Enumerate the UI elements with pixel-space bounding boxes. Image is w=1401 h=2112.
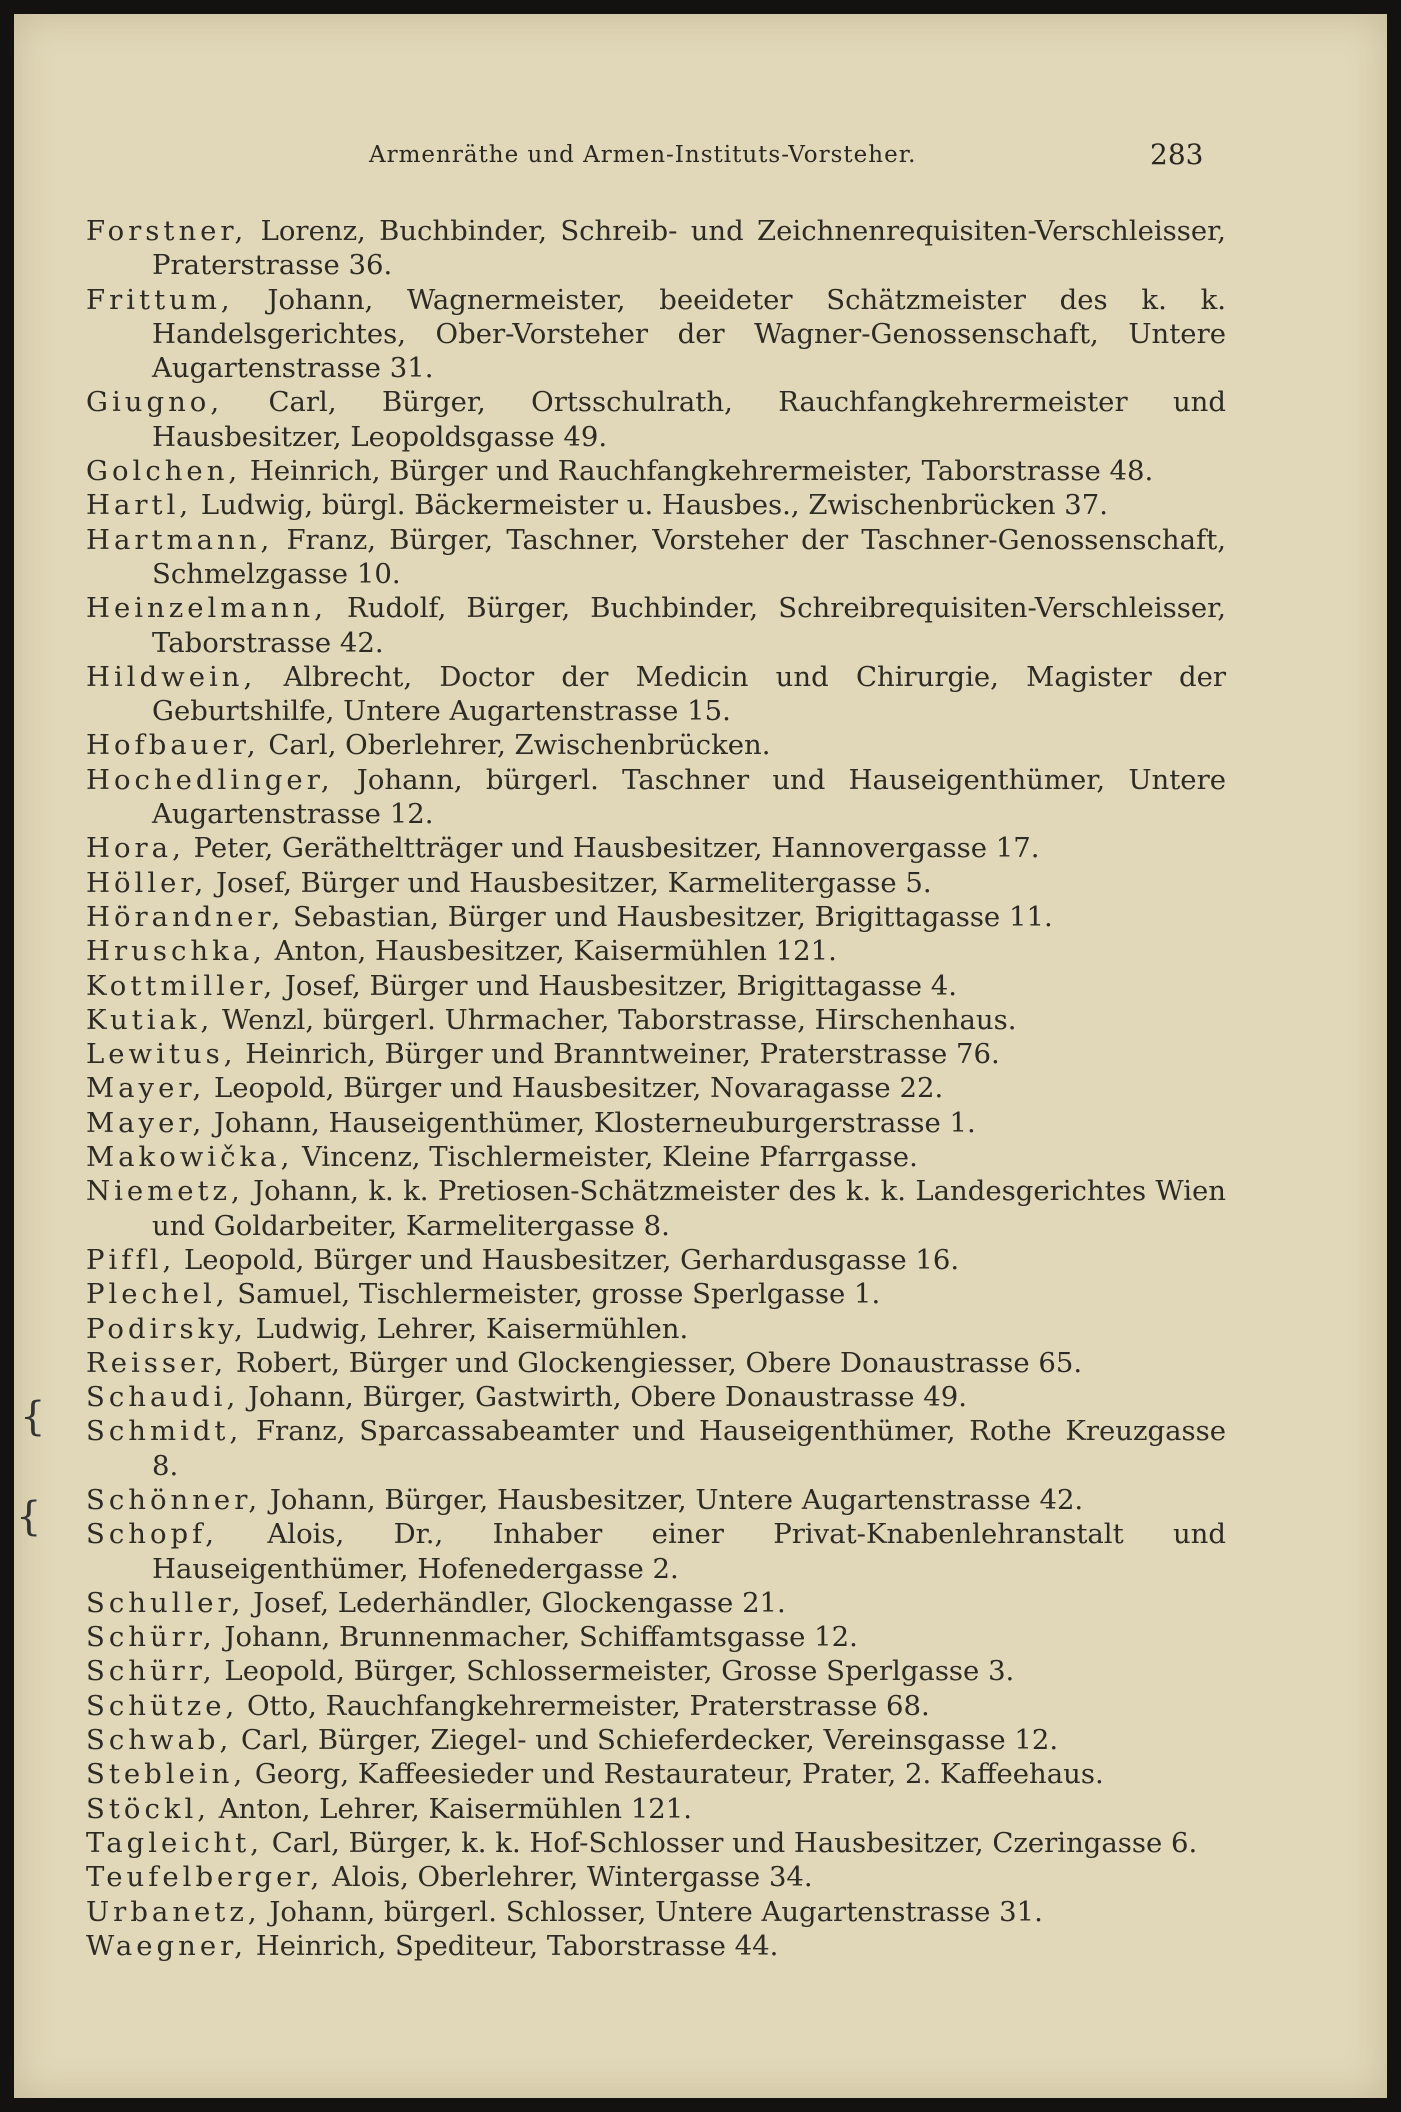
directory-entry — [86, 1654, 1226, 1688]
entry-surname: Kutiak, — [86, 1003, 214, 1036]
directory-entry — [86, 1174, 1226, 1243]
directory-entry — [86, 1689, 1226, 1723]
directory-entry — [86, 1003, 1226, 1037]
entry-details: Johann, Bürger, Gastwirth, Obere Donaustrasse 49. — [239, 1381, 968, 1414]
entry-surname: Golchen, — [86, 455, 242, 488]
entry-details: Heinrich, Bürger und Rauchfangkehrermeister, Taborstrasse 48. — [241, 455, 1154, 488]
margin-bracket-mark: { — [20, 1394, 46, 1440]
directory-entry — [86, 1757, 1226, 1791]
entry-surname: Schürr, — [86, 1621, 216, 1654]
entry-surname: Forstner, — [86, 215, 248, 247]
directory-entry — [86, 488, 1226, 522]
entry-details: Alois, Oberlehrer, Wintergasse 34. — [323, 1861, 813, 1894]
entry-surname: Hartl, — [86, 489, 193, 522]
running-head: Armenräthe und Armen-Instituts-Vorsteher. — [369, 142, 917, 168]
directory-entry — [86, 1243, 1226, 1277]
entry-details: Johann, k. k. Pretiosen-Schätzmeister des k. k. Landesgerichtes Wien und Goldarbeiter, Karmelitergasse 8. — [152, 1175, 1226, 1242]
entry-details: Johann, bürgerl. Taschner und Hauseigenthümer, Untere Augartenstrasse 12. — [152, 763, 1226, 831]
directory-entry — [86, 454, 1226, 488]
entry-details: Sebastian, Bürger und Hausbesitzer, Brigittagasse 11. — [284, 900, 1053, 933]
entry-details: Heinrich, Bürger und Branntweiner, Praterstrasse 76. — [236, 1038, 1000, 1071]
entry-surname: Schwab, — [86, 1724, 233, 1757]
directory-entry — [86, 728, 1226, 762]
directory-entry — [86, 214, 1226, 283]
directory-entry — [86, 1037, 1226, 1071]
entry-details: Peter, Gerätheltträger und Hausbesitzer, Hannovergasse 17. — [184, 832, 1040, 865]
entry-surname: Lewitus, — [86, 1038, 237, 1071]
entry-surname: Piffl, — [86, 1243, 176, 1276]
entry-surname: Niemetz, — [86, 1175, 244, 1208]
entry-details: Franz, Bürger, Taschner, Vorsteher der Taschner-Genossenschaft, Schmelzgasse 10. — [152, 523, 1226, 590]
directory-entry — [86, 1620, 1226, 1654]
entry-details: Johann, Wagnermeister, beeideter Schätzmeister des k. k. Handelsgerichtes, Ober-Vorsteher der Wagner-Genossenschaft, Untere Augartenstrasse 31. — [152, 283, 1226, 385]
entry-surname: Hildwein, — [86, 660, 257, 693]
entry-details: Johann, bürgerl. Schlosser, Untere Augartenstrasse 31. — [260, 1895, 1043, 1928]
directory-entry — [86, 763, 1226, 832]
directory-entry — [86, 1483, 1226, 1517]
entry-details: Lorenz, Buchbinder, Schreib- und Zeichnenrequisiten-Verschleisser, Praterstrasse 36. — [152, 215, 1226, 282]
entry-surname: Schuller, — [86, 1586, 245, 1619]
entry-details: Carl, Bürger, Ziegel- und Schieferdecker, Vereinsgasse 12. — [232, 1724, 1059, 1757]
entry-details: Ludwig, Lehrer, Kaisermühlen. — [246, 1312, 689, 1345]
directory-entry — [86, 1792, 1226, 1826]
entry-details: Ludwig, bürgl. Bäckermeister u. Hausbes., Zwischenbrücken 37. — [192, 489, 1109, 522]
entry-surname: Hartmann, — [86, 523, 274, 556]
directory-entry — [86, 1860, 1226, 1894]
directory-entry — [86, 283, 1226, 386]
directory-entry — [86, 1140, 1226, 1174]
directory-entry — [86, 900, 1226, 934]
entry-surname: Steblein, — [86, 1758, 247, 1791]
entry-details: Carl, Bürger, Ortsschulrath, Rauchfangkehrermeister und Hausbesitzer, Leopoldsgasse 49. — [152, 386, 1226, 453]
entry-surname: Makowička, — [86, 1141, 294, 1174]
entry-details: Franz, Sparcassabeamter und Hauseigenthümer, Rothe Kreuzgasse 8. — [152, 1415, 1226, 1482]
entry-surname: Mayer, — [86, 1106, 206, 1139]
directory-entry — [86, 1826, 1226, 1860]
entry-surname: Reisser, — [86, 1346, 228, 1379]
entry-surname: Schönner, — [86, 1483, 262, 1516]
directory-entry — [86, 1414, 1226, 1483]
entry-details: Anton, Hausbesitzer, Kaisermühlen 121. — [265, 935, 837, 968]
entry-details: Georg, Kaffeesieder und Restaurateur, Prater, 2. Kaffeehaus. — [246, 1758, 1104, 1791]
directory-entry — [86, 1106, 1226, 1140]
entry-details: Johann, Bürger, Hausbesitzer, Untere Augartenstrasse 42. — [261, 1483, 1084, 1516]
directory-entry — [86, 1277, 1226, 1311]
entry-details: Johann, Brunnenmacher, Schiffamtsgasse 12. — [215, 1621, 858, 1654]
entry-details: Samuel, Tischlermeister, grosse Sperlgasse 1. — [228, 1278, 881, 1311]
entry-surname: Hofbauer, — [86, 729, 260, 762]
entry-surname: Schürr, — [86, 1655, 216, 1688]
directory-entries — [86, 214, 1226, 1963]
directory-entry — [86, 385, 1226, 454]
entry-surname: Frittum, — [86, 283, 234, 316]
entry-details: Rudolf, Bürger, Buchbinder, Schreibrequisiten-Verschleisser, Taborstrasse 42. — [152, 592, 1226, 659]
directory-entry — [86, 1312, 1226, 1346]
entry-surname: Plechel, — [86, 1278, 229, 1311]
entry-surname: Schmidt, — [86, 1415, 243, 1448]
entry-details: Vincenz, Tischlermeister, Kleine Pfarrgasse. — [293, 1141, 918, 1174]
margin-bracket-mark: { — [16, 1494, 42, 1540]
entry-surname: Hora, — [86, 832, 185, 865]
directory-entry — [86, 1071, 1226, 1105]
entry-details: Heinrich, Spediteur, Taborstrasse 44. — [247, 1929, 779, 1962]
entry-surname: Hruschka, — [86, 935, 266, 968]
entry-details: Wenzl, bürgerl. Uhrmacher, Taborstrasse, Hirschenhaus. — [213, 1003, 1017, 1036]
entry-surname: Tagleicht, — [86, 1826, 263, 1859]
directory-entry — [86, 831, 1226, 865]
entry-surname: Waegner, — [86, 1929, 248, 1962]
book-page — [14, 14, 1387, 2098]
directory-entry — [86, 934, 1226, 968]
directory-entry — [86, 969, 1226, 1003]
entry-surname: Kottmiller, — [86, 969, 277, 1002]
directory-entry — [86, 1586, 1226, 1620]
entry-details: Leopold, Bürger, Schlossermeister, Grosse Sperlgasse 3. — [215, 1655, 1015, 1688]
entry-details: Josef, Bürger und Hausbesitzer, Karmelitergasse 5. — [207, 866, 932, 899]
directory-entry — [86, 1346, 1226, 1380]
directory-entry — [86, 1380, 1226, 1414]
directory-entry — [86, 660, 1226, 729]
entry-surname: Stöckl, — [86, 1792, 211, 1825]
entry-surname: Urbanetz, — [86, 1895, 261, 1928]
directory-entry — [86, 523, 1226, 592]
entry-details: Alois, Dr., Inhaber einer Privat-Knabenlehranstalt und Hauseigenthümer, Hofenedergasse 2. — [152, 1518, 1226, 1585]
directory-entry — [86, 1517, 1226, 1586]
entry-details: Leopold, Bürger und Hausbesitzer, Novaragasse 22. — [205, 1072, 944, 1105]
entry-surname: Schopf, — [86, 1518, 219, 1551]
entry-surname: Podirsky, — [86, 1312, 247, 1345]
entry-details: Otto, Rauchfangkehrermeister, Praterstrasse 68. — [238, 1689, 930, 1722]
directory-entry — [86, 591, 1226, 660]
entry-surname: Heinzelmann, — [86, 592, 327, 625]
entry-details: Josef, Bürger und Hausbesitzer, Brigittagasse 4. — [276, 969, 957, 1002]
entry-details: Josef, Lederhändler, Glockengasse 21. — [244, 1586, 786, 1619]
entry-surname: Hochedlinger, — [86, 763, 334, 796]
entry-surname: Mayer, — [86, 1072, 206, 1105]
entry-surname: Hörandner, — [86, 900, 285, 933]
entry-details: Leopold, Bürger und Hausbesitzer, Gerhardusgasse 16. — [175, 1243, 960, 1276]
entry-details: Johann, Hauseigenthümer, Klosterneuburgerstrasse 1. — [205, 1106, 976, 1139]
entry-surname: Giugno, — [86, 386, 224, 419]
entry-details: Robert, Bürger und Glockengiesser, Obere Donaustrasse 65. — [227, 1346, 1083, 1379]
entry-details: Carl, Bürger, k. k. Hof-Schlosser und Hausbesitzer, Czeringasse 6. — [262, 1826, 1198, 1859]
directory-entry — [86, 1723, 1226, 1757]
page-number: 283 — [1150, 138, 1204, 171]
entry-details: Albrecht, Doctor der Medicin und Chirurgie, Magister der Geburtshilfe, Untere Augartenstrasse 15. — [152, 660, 1226, 728]
directory-entry — [86, 1929, 1226, 1963]
directory-entry — [86, 866, 1226, 900]
entry-details: Anton, Lehrer, Kaisermühlen 121. — [210, 1792, 692, 1825]
entry-details: Carl, Oberlehrer, Zwischenbrücken. — [259, 729, 771, 762]
entry-surname: Schütze, — [86, 1689, 239, 1722]
entry-surname: Höller, — [86, 866, 208, 899]
entry-surname: Schaudi, — [86, 1381, 240, 1414]
entry-surname: Teufelberger, — [86, 1861, 324, 1894]
directory-entry — [86, 1895, 1226, 1929]
